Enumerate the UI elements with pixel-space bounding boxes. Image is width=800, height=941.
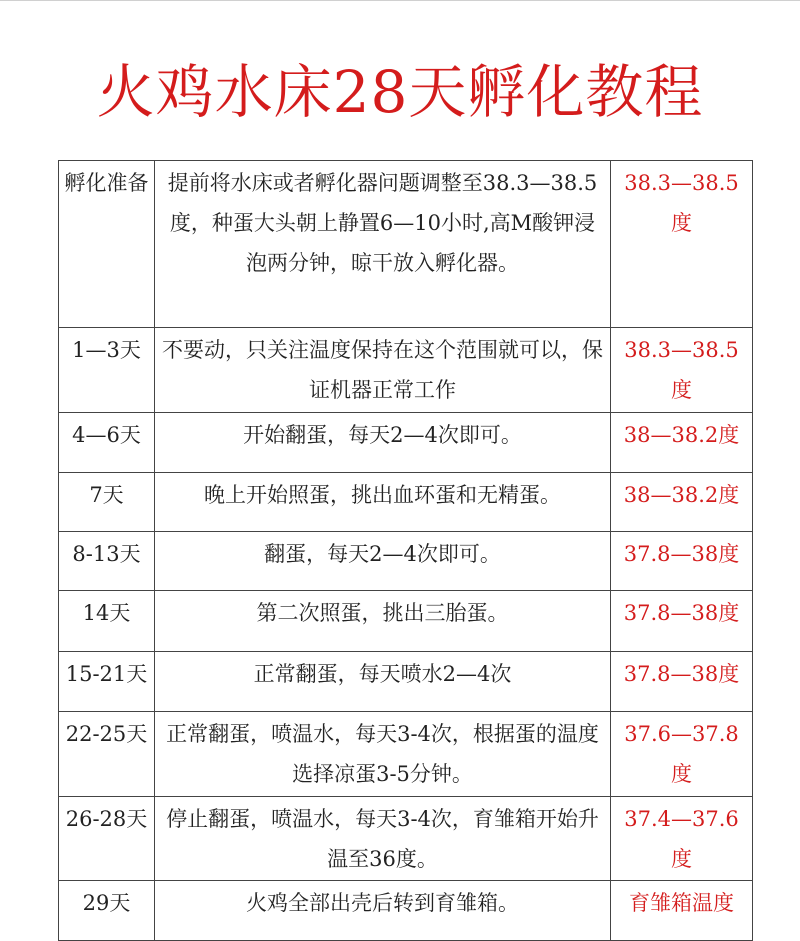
row-day-cell: 14天 bbox=[59, 591, 155, 652]
row-temperature-cell: 38—38.2度 bbox=[611, 473, 753, 532]
page-title: 火鸡水床28天孵化教程 bbox=[96, 58, 704, 126]
table-row bbox=[59, 532, 753, 591]
table-row bbox=[59, 881, 753, 941]
row-day-cell: 22-25天 bbox=[59, 712, 155, 797]
row-description-cell: 停止翻蛋，喷温水，每天3-4次，育雏箱开始升温至36度。 bbox=[155, 797, 611, 881]
row-temperature-cell: 37.8—38度 bbox=[611, 591, 753, 652]
row-day-cell: 29天 bbox=[59, 881, 155, 941]
row-temperature-cell: 38.3—38.5度 bbox=[611, 161, 753, 328]
row-day-cell: 孵化准备 bbox=[59, 161, 155, 328]
row-description-cell: 正常翻蛋，每天喷水2—4次 bbox=[155, 652, 611, 712]
row-description-cell: 开始翻蛋，每天2—4次即可。 bbox=[155, 413, 611, 473]
table-row bbox=[59, 712, 753, 797]
row-day-cell: 1—3天 bbox=[59, 328, 155, 413]
row-description-cell: 晚上开始照蛋，挑出血环蛋和无精蛋。 bbox=[155, 473, 611, 532]
table-row bbox=[59, 413, 753, 473]
row-temperature-cell: 37.4—37.6度 bbox=[611, 797, 753, 881]
table-row bbox=[59, 652, 753, 712]
row-day-cell: 8-13天 bbox=[59, 532, 155, 591]
row-day-cell: 26-28天 bbox=[59, 797, 155, 881]
row-description-cell: 正常翻蛋，喷温水，每天3-4次，根据蛋的温度选择凉蛋3-5分钟。 bbox=[155, 712, 611, 797]
row-temperature-cell: 37.8—38度 bbox=[611, 652, 753, 712]
row-description-cell: 第二次照蛋，挑出三胎蛋。 bbox=[155, 591, 611, 652]
row-day-cell: 7天 bbox=[59, 473, 155, 532]
row-day-cell: 4—6天 bbox=[59, 413, 155, 473]
table-row bbox=[59, 473, 753, 532]
row-temperature-cell: 38—38.2度 bbox=[611, 413, 753, 473]
row-temperature-cell: 育雏箱温度 bbox=[611, 881, 753, 941]
row-description-cell: 翻蛋，每天2—4次即可。 bbox=[155, 532, 611, 591]
row-temperature-cell: 37.6—37.8度 bbox=[611, 712, 753, 797]
row-temperature-cell: 38.3—38.5度 bbox=[611, 328, 753, 413]
row-temperature-cell: 37.8—38度 bbox=[611, 532, 753, 591]
table-row bbox=[59, 328, 753, 413]
incubation-table bbox=[58, 160, 753, 941]
table-row bbox=[59, 161, 753, 328]
top-rule bbox=[0, 0, 800, 1]
row-description-cell: 火鸡全部出壳后转到育雏箱。 bbox=[155, 881, 611, 941]
table-row bbox=[59, 797, 753, 881]
row-description-cell: 提前将水床或者孵化器问题调整至38.3—38.5度，种蛋大头朝上静置6—10小时,高M酸钾浸泡两分钟，晾干放入孵化器。 bbox=[155, 161, 611, 328]
row-day-cell: 15-21天 bbox=[59, 652, 155, 712]
row-description-cell: 不要动，只关注温度保持在这个范围就可以，保证机器正常工作 bbox=[155, 328, 611, 413]
table-row bbox=[59, 591, 753, 652]
